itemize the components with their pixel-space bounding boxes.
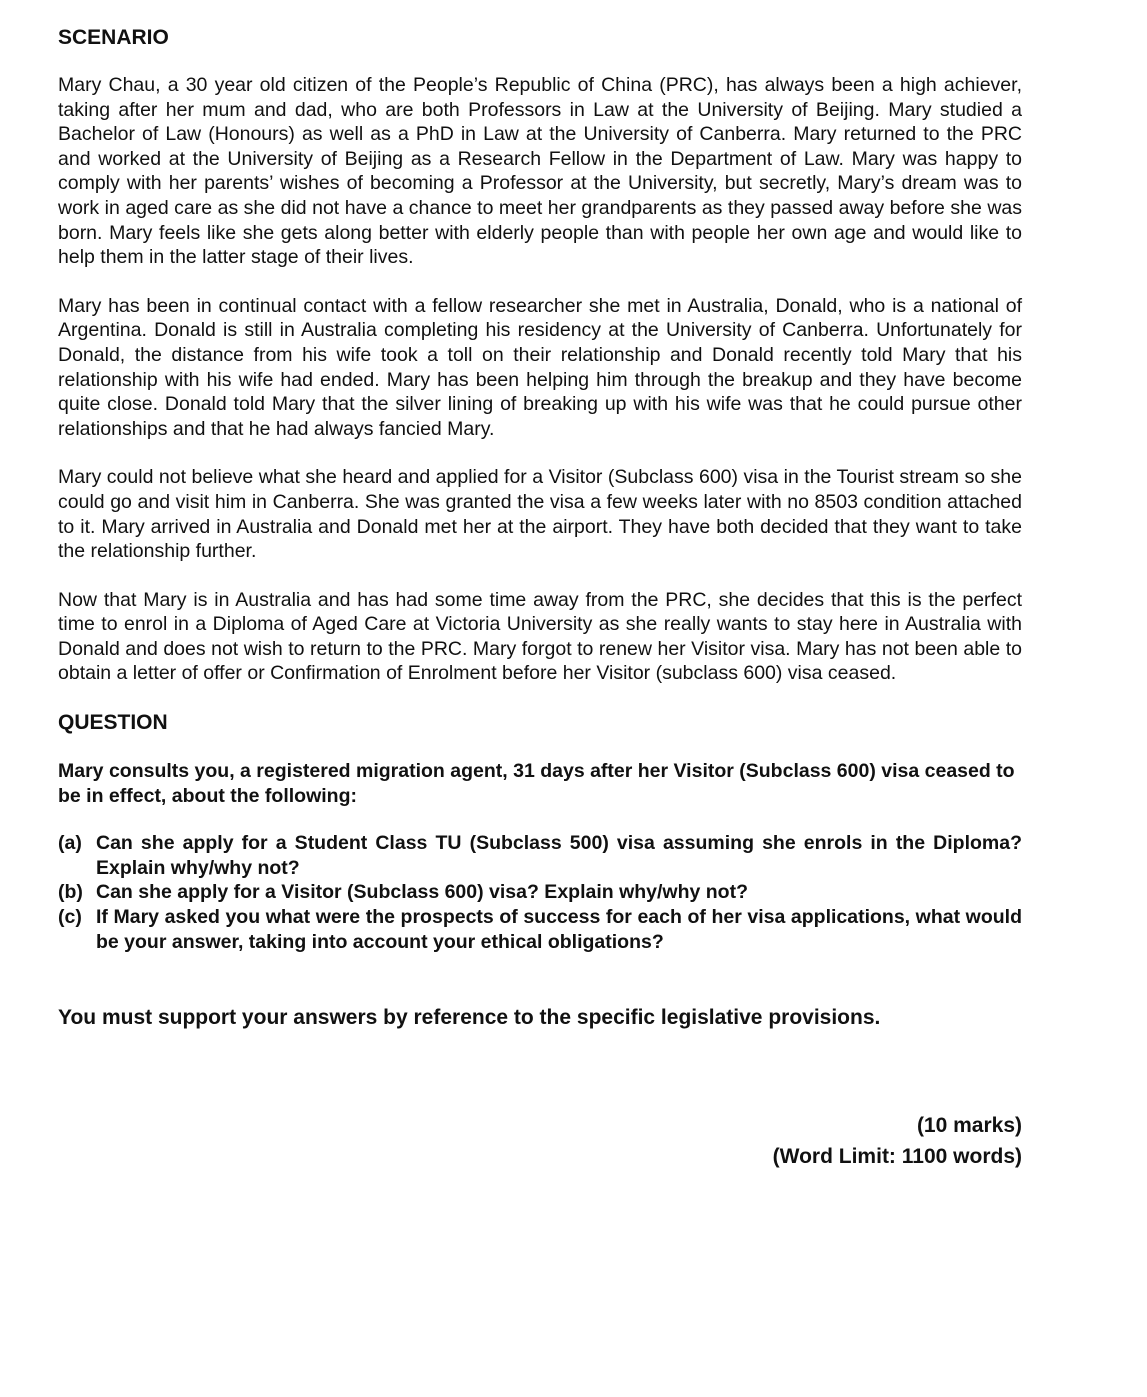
- marks-label: (10 marks): [916, 1114, 1022, 1138]
- question-text: Can she apply for a Visitor (Subclass 600) visa? Explain why/why not?: [96, 881, 748, 904]
- scenario-paragraph-3: Mary could not believe what she heard and applied for a Visitor (Subclass 600) visa in the Tourist stream so she could go and visit him in Canberra. She was granted the visa a few weeks later with no 8503 condition attached to it. Mary arrived in Australia and Donald met her at the airport. They have both decided that they want to take the relationship further.: [58, 466, 1022, 563]
- question-text: If Mary asked you what were the prospects of success for each of her visa applications, what would be your answer, taking into account your ethical obligations?: [96, 906, 1022, 953]
- scenario-heading: SCENARIO: [58, 26, 169, 49]
- support-note: You must support your answers by reference to the specific legislative provisions.: [58, 1006, 881, 1030]
- scenario-paragraph-2: Mary has been in continual contact with a fellow researcher she met in Australia, Donald, who is a national of Argentina. Donald is still in Australia completing his residency at the University of Canberra. Unfortunately for Donald, the distance from his wife took a toll on their relationship and Donald recently told Mary that his relationship with his wife had ended. Mary has been helping him through the breakup and they have become quite close. Donald told Mary that the silver lining of breaking up with his wife was that he could pursue other relationships and that he had always fancied Mary.: [58, 294, 1022, 440]
- question-marker: (c): [58, 906, 82, 929]
- question-item-c: [58, 905, 1022, 954]
- question-item-a: [58, 831, 1022, 880]
- marks-block: [58, 1110, 1022, 1172]
- question-text: Can she apply for a Student Class TU (Subclass 500) visa assuming she enrols in the Diploma? Explain why/why not?: [96, 832, 1022, 879]
- question-list: [58, 831, 1022, 954]
- scenario-paragraph-1: Mary Chau, a 30 year old citizen of the People’s Republic of China (PRC), has always been a high achiever, taking after her mum and dad, who are both Professors in Law at the University of Beijing. Mary studied a Bachelor of Law (Honours) as well as a PhD in Law at the University of Canberra. Mary returned to the PRC and worked at the University of Beijing as a Research Fellow in the Department of Law. Mary was happy to comply with her parents’ wishes of becoming a Professor at the University, but secretly, Mary’s dream was to work in aged care as she did not have a chance to meet her grandparents as they passed away before she was born. Mary feels like she gets along better with elderly people than with people her own age and would like to help them in the latter stage of their lives.: [58, 74, 1022, 269]
- word-limit-label: (Word Limit: 1100 words): [772, 1145, 1022, 1169]
- document-page: [58, 24, 1022, 1172]
- question-marker: (a): [58, 832, 82, 855]
- question-marker: (b): [58, 881, 83, 904]
- question-item-b: [58, 880, 1022, 905]
- question-heading: QUESTION: [58, 711, 168, 735]
- scenario-paragraph-4: Now that Mary is in Australia and has had some time away from the PRC, she decides that this is the perfect time to enrol in a Diploma of Aged Care at Victoria University as she really wants to stay here in Australia with Donald and does not wish to return to the PRC. Mary forgot to renew her Visitor visa. Mary has not been able to obtain a letter of offer or Confirmation of Enrolment before her Visitor (subclass 600) visa ceased.: [58, 588, 1022, 685]
- question-intro: Mary consults you, a registered migration agent, 31 days after her Visitor (Subclass 600) visa ceased to be in effect, about the following:: [58, 760, 1015, 807]
